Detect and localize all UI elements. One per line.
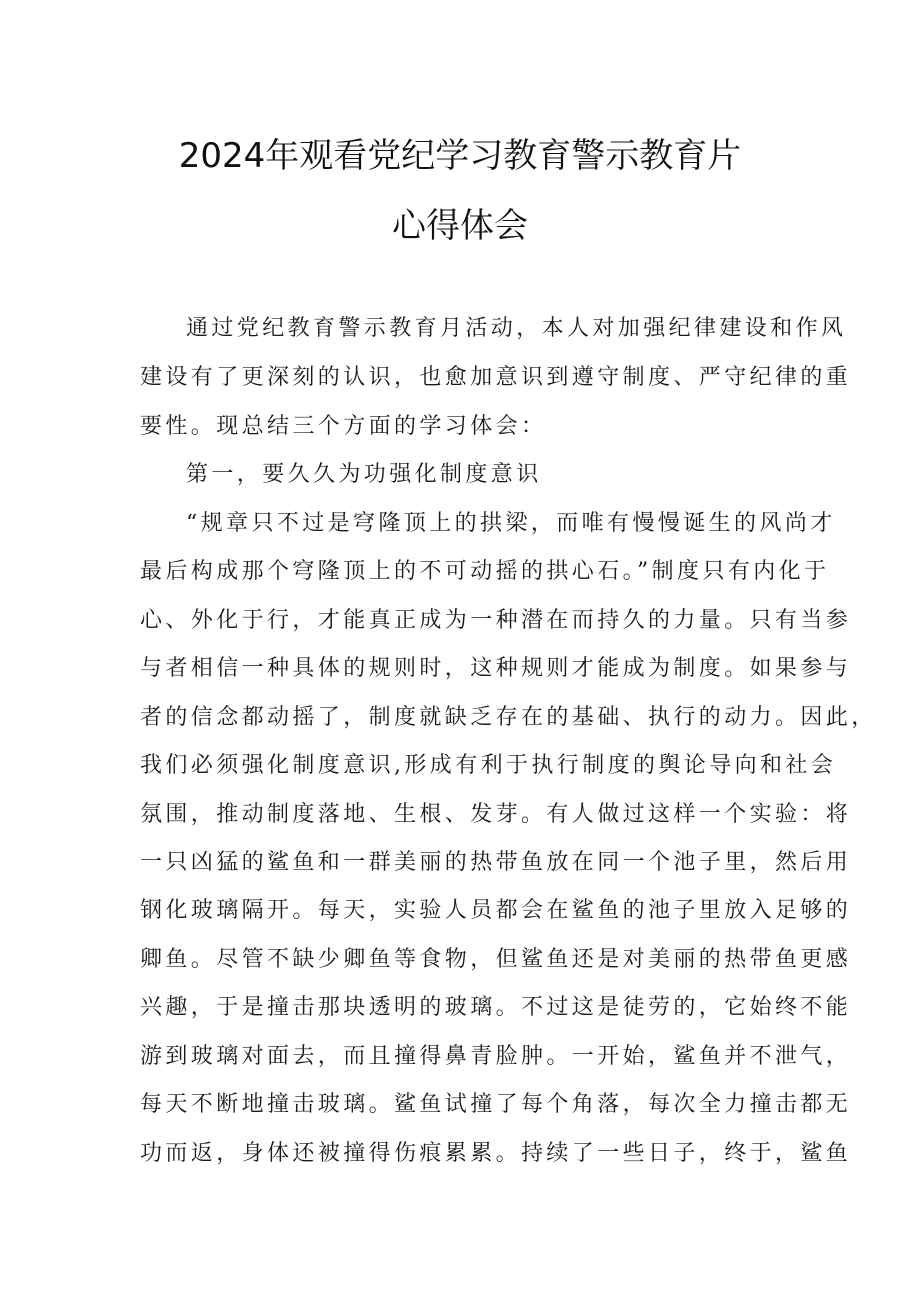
section-heading: 第一，要久久为功强化制度意识 bbox=[186, 462, 542, 487]
paragraph-line: 氛围，推动制度落地、生根、发芽。有人做过这样一个实验：将 bbox=[140, 802, 852, 827]
paragraph-line: 兴趣，于是撞击那块透明的玻璃。不过这是徒劳的，它始终不能 bbox=[140, 995, 852, 1020]
paragraph-line: 钢化玻璃隔开。每天，实验人员都会在鲨鱼的池子里放入足够的 bbox=[140, 898, 852, 923]
paragraph-line: 卿鱼。尽管不缺少卿鱼等食物，但鲨鱼还是对美丽的热带鱼更感 bbox=[140, 947, 852, 972]
paragraph-line: 游到玻璃对面去，而且撞得鼻青脸肿。一开始，鲨鱼并不泄气， bbox=[140, 1044, 852, 1069]
paragraph-line: 与者相信一种具体的规则时，这种规则才能成为制度。如果参与 bbox=[140, 656, 852, 681]
paragraph-line: 通过党纪教育警示教育月活动，本人对加强纪律建设和作风 bbox=[186, 316, 847, 341]
paragraph-line: 心、外化于行，才能真正成为一种潜在而持久的力量。只有当参 bbox=[140, 608, 852, 633]
paragraph-line: 要性。现总结三个方面的学习体会： bbox=[140, 414, 547, 439]
paragraph-line: 者的信念都动摇了，制度就缺乏存在的基础、执行的动力。因此， bbox=[140, 705, 877, 730]
paragraph-line: 我们必须强化制度意识,形成有利于执行制度的舆论导向和社会 bbox=[140, 753, 837, 778]
paragraph-line: 建设有了更深刻的认识，也愈加意识到遵守制度、严守纪律的重 bbox=[140, 365, 852, 390]
paragraph-line: 功而返，身体还被撞得伤痕累累。持续了一些日子，终于，鲨鱼 bbox=[140, 1141, 852, 1166]
paragraph-line: 最后构成那个穹隆顶上的不可动摇的拱心石。”制度只有内化于 bbox=[140, 559, 830, 584]
paragraph-line: 一只凶猛的鲨鱼和一群美丽的热带鱼放在同一个池子里，然后用 bbox=[140, 850, 852, 875]
document-title-line-2: 心得体会 bbox=[392, 206, 528, 246]
paragraph-line: 每天不断地撞击玻璃。鲨鱼试撞了每个角落，每次全力撞击都无 bbox=[140, 1092, 852, 1117]
paragraph-line: “规章只不过是穹隆顶上的拱梁，而唯有慢慢诞生的风尚才 bbox=[186, 511, 836, 536]
document-title-line-1: 2024年观看党纪学习教育警示教育片 bbox=[178, 136, 742, 176]
